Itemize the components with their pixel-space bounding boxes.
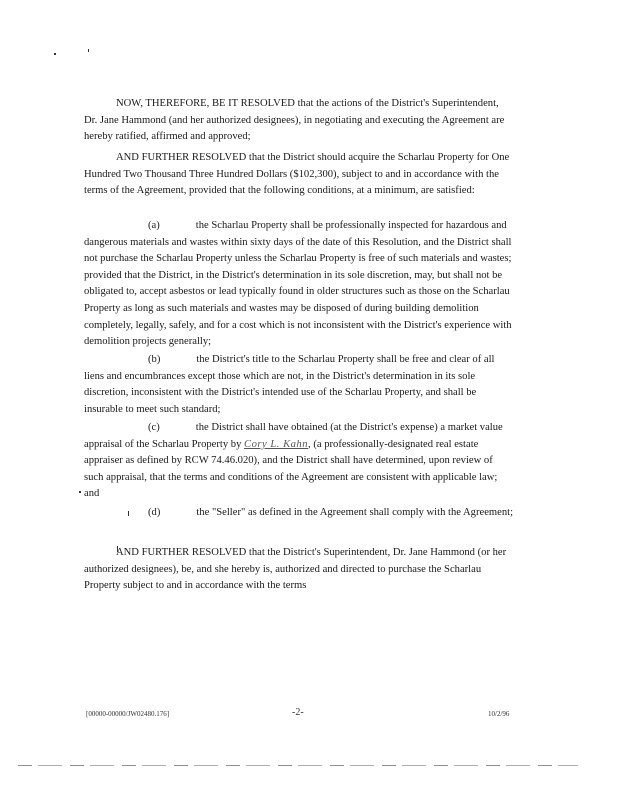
condition-b-label: (b) — [148, 354, 161, 365]
scan-artifact-line — [18, 765, 578, 766]
paragraph-text: AND FURTHER RESOLVED that the District should acquire the Scharlau Property for One Hundred Two Thousand Three Hundred Dollars ($102,300), subject to and in accordance with the terms of the Agreement, provided that the following conditions, at a minimum, are satisfied: — [84, 152, 510, 197]
condition-d — [84, 505, 514, 522]
paragraph-text: NOW, THEREFORE, BE IT RESOLVED that the actions of the District's Superintendent, Dr. Jane Hammond (and her authorized designees), in negotiating and executing the Agreement are hereby ratified, affirmed and approved; — [84, 98, 505, 143]
footer-date: 10/2/96 — [488, 710, 510, 718]
resolution-paragraph-acquire — [84, 150, 514, 200]
resolution-paragraph-ratify — [84, 96, 514, 146]
scan-speck — [54, 53, 56, 55]
scan-speck — [88, 49, 89, 52]
condition-a-text: the Scharlau Property shall be professionally inspected for hazardous and dangerous materials and wastes within sixty days of the date of this Resolution, and the District shall not purchase the Scharlau Property unless the Scharlau Property is free of such materials and wastes; provided that the District, in the District's determination in its sole discretion, may, but shall not be obligated to, accept asbestos or lead typically found in older structures such as those on the Scharlau Property as long as such materials and wastes may be disposed of during building demolition completely, legally, safely, and for a cost which is not inconsistent with the District's experience with demolition projects generally; — [84, 220, 512, 348]
condition-b-text: the District's title to the Scharlau Property shall be free and clear of all liens and encumbrances except those which are not, in the District's determination in its sole discretion, inconsistent with the District's intended use of the Scharlau Property, and shall be insurable to meet such standard; — [84, 354, 495, 415]
paragraph-text: AND FURTHER RESOLVED that the District's Superintendent, Dr. Jane Hammond (or her authorized designees), be, and she hereby is, authorized and directed to purchase the Scharlau Property subject to and in accordance with the terms — [84, 547, 507, 592]
footer-page-number: -2- — [292, 707, 304, 718]
condition-a — [84, 218, 514, 351]
condition-c-text-1: the District shall have obtained (at the District's expense) a market value appraisal of the Scharlau Property by — [84, 422, 503, 450]
scan-speck — [79, 491, 81, 493]
condition-c — [84, 420, 514, 503]
condition-c-text-2: , (a professionally-designated real estate appraiser as defined by RCW 74.46.020), and the District shall have determined, upon review of such appraisal, that the terms and conditions of the Agreement are consistent with applicable law; and — [84, 438, 498, 500]
condition-c-label: (c) — [148, 422, 160, 433]
resolution-paragraph-authorize — [84, 545, 514, 595]
footer-document-id: [00000-00000/JW02480.176] — [86, 710, 170, 718]
condition-b — [84, 352, 514, 418]
condition-d-text: the "Seller" as defined in the Agreement shall comply with the Agreement; — [196, 507, 514, 518]
condition-a-label: (a) — [148, 220, 160, 231]
condition-d-label: (d) — [148, 507, 161, 518]
handwritten-appraiser-name: Cory L. Kahn — [244, 438, 309, 450]
